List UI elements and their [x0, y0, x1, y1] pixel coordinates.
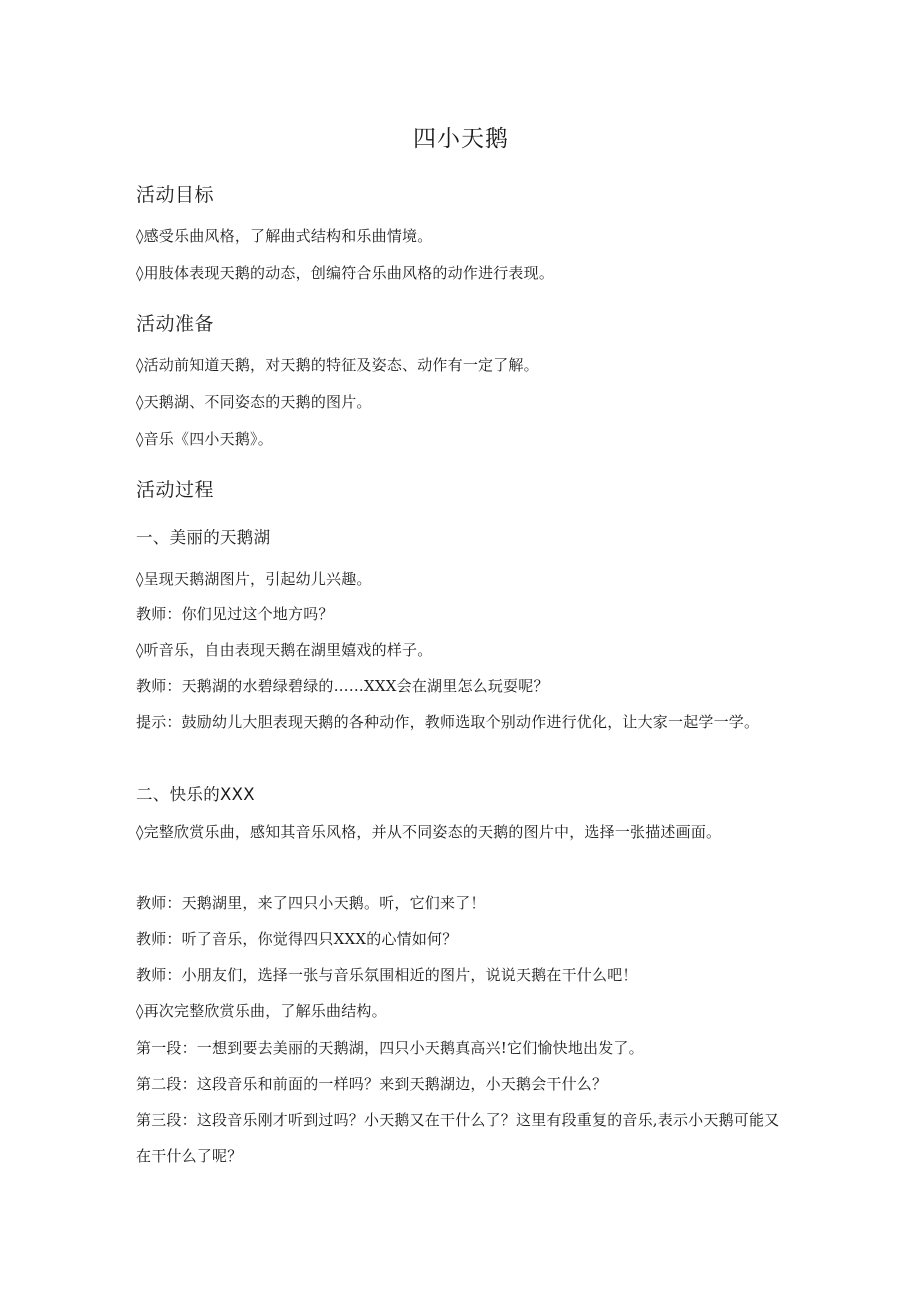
heading-activity-prep: 活动准备 — [136, 313, 215, 335]
heading-part-2: 二、快乐的XXX — [136, 785, 255, 804]
page-title: 四小天鹅 — [413, 126, 509, 152]
heading-activity-process: 活动过程 — [136, 479, 215, 501]
paragraph-part1-5: 提示：鼓励幼儿大胆表现天鹅的各种动作，教师选取个别动作进行优化，让大家一起学一学。 — [136, 713, 760, 731]
paragraph-prep-1: ◊活动前知道天鹅，对天鹅的特征及姿态、动作有一定了解。 — [136, 356, 539, 374]
paragraph-part2-3: 教师：听了音乐，你觉得四只XXX的心情如何？ — [136, 930, 458, 948]
paragraph-part1-3: ◊听音乐，自由表现天鹅在湖里嬉戏的样子。 — [136, 641, 433, 659]
paragraph-part2-2: 教师：天鹅湖里，来了四只小天鹅。听，它们来了！ — [136, 894, 486, 912]
paragraph-part2-8: 第三段：这段音乐刚才听到过吗？小天鹅又在干什么了？这里有段重复的音乐,表示小天鹅可能又在干什么了呢？ — [136, 1111, 780, 1165]
heading-part-1: 一、美丽的天鹅湖 — [136, 528, 271, 547]
paragraph-part2-6: 第一段：一想到要去美丽的天鹅湖，四只小天鹅真高兴!它们愉快地出发了。 — [136, 1039, 644, 1057]
paragraph-part1-1: ◊呈现天鹅湖图片，引起幼儿兴趣。 — [136, 570, 372, 588]
heading-activity-goal: 活动目标 — [136, 184, 215, 206]
paragraph-goal-1: ◊感受乐曲风格，了解曲式结构和乐曲情境。 — [136, 227, 433, 245]
paragraph-prep-2: ◊天鹅湖、不同姿态的天鹅的图片。 — [136, 393, 372, 411]
paragraph-part2-7: 第二段：这段音乐和前面的一样吗？来到天鹅湖边，小天鹅会干什么？ — [136, 1075, 608, 1093]
paragraph-part2-5: ◊再次完整欣赏乐曲，了解乐曲结构。 — [136, 1002, 387, 1020]
paragraph-part2-4: 教师：小朋友们，选择一张与音乐氛围相近的图片，说说天鹅在干什么吧！ — [136, 966, 638, 984]
paragraph-part1-2: 教师：你们见过这个地方吗？ — [136, 605, 334, 623]
paragraph-prep-3: ◊音乐《四小天鹅》。 — [136, 430, 273, 448]
paragraph-part1-4: 教师：天鹅湖的水碧绿碧绿的……XXX会在湖里怎么玩耍呢？ — [136, 677, 549, 695]
paragraph-part2-1: ◊完整欣赏乐曲，感知其音乐风格，并从不同姿态的天鹅的图片中，选择一张描述画面。 — [136, 823, 722, 841]
paragraph-goal-2: ◊用肢体表现天鹅的动态，创编符合乐曲风格的动作进行表现。 — [136, 264, 555, 282]
